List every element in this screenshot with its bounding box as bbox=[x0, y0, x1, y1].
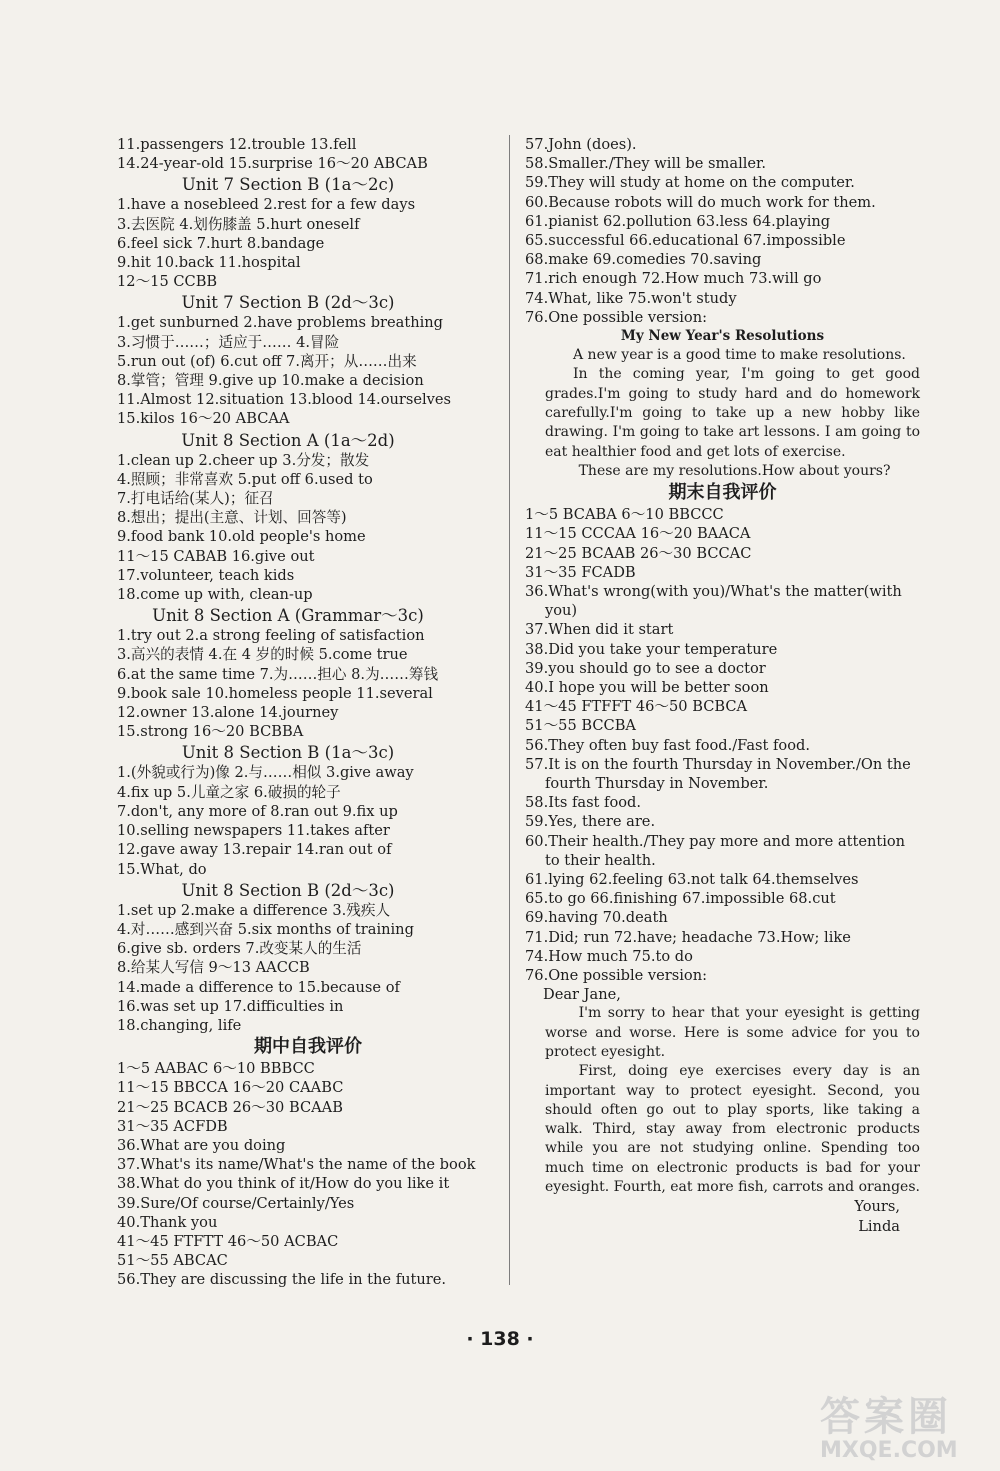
unit8-section-a-1a-2d-heading: Unit 8 Section A (1a～2d) bbox=[181, 430, 395, 450]
essay-title: My New Year's Resolutions bbox=[620, 328, 825, 345]
answer-line: 6.at the same time 7.为……担心 8.为……筹钱 bbox=[117, 665, 439, 683]
answer-line: 3.高兴的表情 4.在 4 岁的时候 5.come true bbox=[117, 646, 408, 664]
answer-line: 61.lying 62.feeling 63.not talk 64.themselves bbox=[525, 870, 859, 888]
answer-line: 9.book sale 10.homeless people 11.several bbox=[117, 684, 433, 702]
answer-line: 59.Yes, there are. bbox=[525, 813, 656, 831]
answer-line: 4.fix up 5.儿童之家 6.破损的轮子 bbox=[117, 783, 341, 801]
answer-line: 7.打电话给(某人)；征召 bbox=[117, 490, 274, 508]
answer-line: 16.was set up 17.difficulties in bbox=[117, 997, 344, 1015]
answer-line: 31～35 FCADB bbox=[525, 563, 636, 581]
answer-line: 56.They are discussing the life in the future. bbox=[117, 1271, 447, 1289]
answer-line: 57.It is on the fourth Thursday in November./On the fourth Thursday in November. bbox=[525, 755, 911, 792]
answer-line: 37.When did it start bbox=[525, 621, 674, 639]
answer-line: 65.to go 66.finishing 67.impossible 68.cut bbox=[525, 890, 836, 908]
left-column bbox=[117, 135, 499, 1290]
answer-line: 14.made a difference to 15.because of bbox=[117, 978, 400, 996]
answer-line: 4.对……感到兴奋 5.six months of training bbox=[117, 920, 414, 938]
answer-line: 11～15 CABAB 16.give out bbox=[117, 547, 315, 565]
answer-line: 41～45 FTFFT 46～50 BCBCA bbox=[525, 698, 748, 716]
answer-line: 21～25 BCACB 26～30 BCAAB bbox=[117, 1098, 343, 1116]
answer-line: 65.successful 66.educational 67.impossible bbox=[525, 232, 846, 250]
answer-line: 1～5 AABAC 6～10 BBBCC bbox=[117, 1060, 315, 1078]
answer-line: 1.get sunburned 2.have problems breathing bbox=[117, 314, 444, 332]
answer-line: 68.make 69.comedies 70.saving bbox=[525, 251, 762, 269]
essay-paragraph: These are my resolutions.How about yours? bbox=[578, 462, 891, 479]
answer-line: 71.rich enough 72.How much 73.will go bbox=[525, 270, 822, 288]
answer-line: 18.changing, life bbox=[117, 1016, 242, 1034]
answer-line: 39.Sure/Of course/Certainly/Yes bbox=[117, 1194, 355, 1212]
letter-paragraph: First, doing eye exercises every day is an important way to protect eyesight. Second, you should often go out to play sports, like taking a walk. Third, stay away from electronic products while you are not studying online. Spending too much time on electronic products is bad for your eyesight. Fourth, eat more fish, carrots and oranges. bbox=[545, 1063, 920, 1196]
answer-line: 11～15 BBCCA 16～20 CAABC bbox=[117, 1079, 344, 1097]
answer-line: 10.selling newspapers 11.takes after bbox=[117, 822, 390, 840]
letter-paragraph: I'm sorry to hear that your eyesight is getting worse and worse. Here is some advice for you to protect eyesight. bbox=[545, 1005, 920, 1060]
answer-line: 14.24-year-old 15.surprise 16～20 ABCAB bbox=[117, 155, 428, 173]
answer-line: 51～55 BCCBA bbox=[525, 717, 636, 735]
answer-line: 6.give sb. orders 7.改变某人的生活 bbox=[117, 940, 362, 958]
answer-line: 71.Did; run 72.have; headache 73.How; like bbox=[525, 928, 851, 946]
answer-line: 1.clean up 2.cheer up 3.分发；散发 bbox=[117, 451, 370, 469]
answer-line: 76.One possible version: bbox=[525, 966, 708, 984]
answer-line: 57.John (does). bbox=[525, 136, 637, 153]
answer-line: 1.(外貌或行为)像 2.与……相似 3.give away bbox=[117, 764, 414, 782]
answer-line: 60.Their health./They pay more and more attention to their health. bbox=[525, 832, 906, 869]
answer-line: 58.Its fast food. bbox=[525, 794, 642, 812]
midterm-self-evaluation-heading: 期中自我评价 bbox=[254, 1036, 362, 1058]
answer-line: 76.One possible version: bbox=[525, 308, 708, 326]
answer-line: 7.don't, any more of 8.ran out 9.fix up bbox=[117, 802, 398, 820]
answer-line: 36.What are you doing bbox=[117, 1136, 286, 1154]
answer-line: 4.照顾；非常喜欢 5.put off 6.used to bbox=[117, 470, 373, 488]
answer-line: 51～55 ABCAC bbox=[117, 1252, 228, 1270]
column-divider bbox=[509, 135, 510, 1285]
answer-line: 59.They will study at home on the computer. bbox=[525, 174, 855, 192]
answer-line: 3.去医院 4.划伤膝盖 5.hurt oneself bbox=[117, 215, 360, 233]
answer-line: 38.Did you take your temperature bbox=[525, 640, 778, 658]
answer-line: 69.having 70.death bbox=[525, 909, 668, 927]
answer-line: 39.you should go to see a doctor bbox=[525, 659, 766, 677]
answer-line: 40.I hope you will be better soon bbox=[525, 678, 769, 696]
answer-line: 1.have a nosebleed 2.rest for a few days bbox=[117, 196, 416, 214]
answer-line: 31～35 ACFDB bbox=[117, 1117, 228, 1135]
answer-line: 11～15 CCCAA 16～20 BAACA bbox=[525, 525, 751, 543]
answer-line: 15.What, do bbox=[117, 860, 207, 878]
unit7-section-b-2d-3c-heading: Unit 7 Section B (2d～3c) bbox=[181, 293, 395, 313]
answer-line: 8.想出；提出(主意、计划、回答等) bbox=[117, 509, 347, 527]
answer-line: 12.owner 13.alone 14.journey bbox=[117, 704, 339, 722]
unit8-section-b-2d-3c-heading: Unit 8 Section B (2d～3c) bbox=[181, 880, 395, 900]
final-self-evaluation-heading: 期末自我评价 bbox=[668, 482, 777, 504]
watermark bbox=[820, 1395, 995, 1465]
answer-line: 12.gave away 13.repair 14.ran out of bbox=[117, 841, 392, 859]
answer-line: 6.feel sick 7.hurt 8.bandage bbox=[117, 234, 325, 252]
letter-closing: Yours, bbox=[854, 1198, 900, 1216]
answer-line: 15.strong 16～20 BCBBA bbox=[117, 723, 304, 741]
answer-line: 18.come up with, clean-up bbox=[117, 586, 313, 604]
answer-line: 41～45 FTFTT 46～50 ACBAC bbox=[117, 1232, 339, 1250]
letter-salutation: Dear Jane, bbox=[543, 986, 621, 1004]
answer-line: 1.try out 2.a strong feeling of satisfaction bbox=[117, 627, 425, 645]
answer-line: 38.What do you think of it/How do you like it bbox=[117, 1175, 450, 1193]
answer-line: 58.Smaller./They will be smaller. bbox=[525, 155, 767, 173]
page-number: · 138 · bbox=[466, 1328, 534, 1350]
answer-line: 17.volunteer, teach kids bbox=[117, 566, 295, 584]
letter-signature: Linda bbox=[858, 1217, 900, 1235]
answer-line: 56.They often buy fast food./Fast food. bbox=[525, 736, 810, 754]
answer-line: 15.kilos 16～20 ABCAA bbox=[117, 410, 290, 428]
unit8-section-b-1a-3c-heading: Unit 8 Section B (1a～3c) bbox=[181, 743, 395, 763]
answer-line: 21～25 BCAAB 26～30 BCCAC bbox=[525, 544, 752, 562]
answer-line: 61.pianist 62.pollution 63.less 64.playing bbox=[525, 212, 831, 230]
answer-line: 40.Thank you bbox=[117, 1213, 218, 1231]
answer-line: 37.What's its name/What's the name of the book bbox=[117, 1156, 476, 1174]
answer-line: 1.set up 2.make a difference 3.残疾人 bbox=[117, 901, 391, 919]
answer-line: 36.What's wrong(with you)/What's the matter(with you) bbox=[525, 582, 902, 620]
answer-line: 60.Because robots will do much work for them. bbox=[525, 193, 876, 211]
essay-paragraph: A new year is a good time to make resolutions. bbox=[573, 347, 906, 364]
watermark-url: MXQE.COM bbox=[820, 1438, 958, 1463]
answer-line: 74.How much 75.to do bbox=[525, 947, 693, 965]
answer-line: 11.passengers 12.trouble 13.fell bbox=[117, 136, 357, 153]
answer-line: 8.掌管；管理 9.give up 10.make a decision bbox=[117, 372, 424, 390]
essay-paragraph: In the coming year, I'm going to get good grades.I'm going to study hard and do homework carefully.I'm going to take up a new hobby like drawing. I'm going to take art lessons. I am going to eat healthier food and get lots of exercise. bbox=[545, 366, 920, 460]
answer-line: 9.food bank 10.old people's home bbox=[117, 528, 366, 546]
answer-line: 1～5 BCABA 6～10 BBCCC bbox=[525, 506, 724, 524]
watermark-logo: 答案圈 bbox=[820, 1394, 952, 1440]
answer-line: 74.What, like 75.won't study bbox=[525, 289, 737, 307]
answer-line: 3.习惯于……；适应于…… 4.冒险 bbox=[117, 333, 340, 351]
unit7-section-b-1a-2c-heading: Unit 7 Section B (1a～2c) bbox=[181, 175, 395, 195]
right-column bbox=[525, 135, 920, 1236]
answer-line: 8.给某人写信 9～13 AACCB bbox=[117, 959, 310, 977]
answer-line: 5.run out (of) 6.cut off 7.离开；从……出来 bbox=[117, 352, 417, 370]
answer-line: 12～15 CCBB bbox=[117, 273, 218, 291]
answer-line: 9.hit 10.back 11.hospital bbox=[117, 254, 301, 272]
answer-line: 11.Almost 12.situation 13.blood 14.ourselves bbox=[117, 391, 452, 409]
unit8-section-a-grammar-3c-heading: Unit 8 Section A (Grammar～3c) bbox=[152, 606, 424, 626]
